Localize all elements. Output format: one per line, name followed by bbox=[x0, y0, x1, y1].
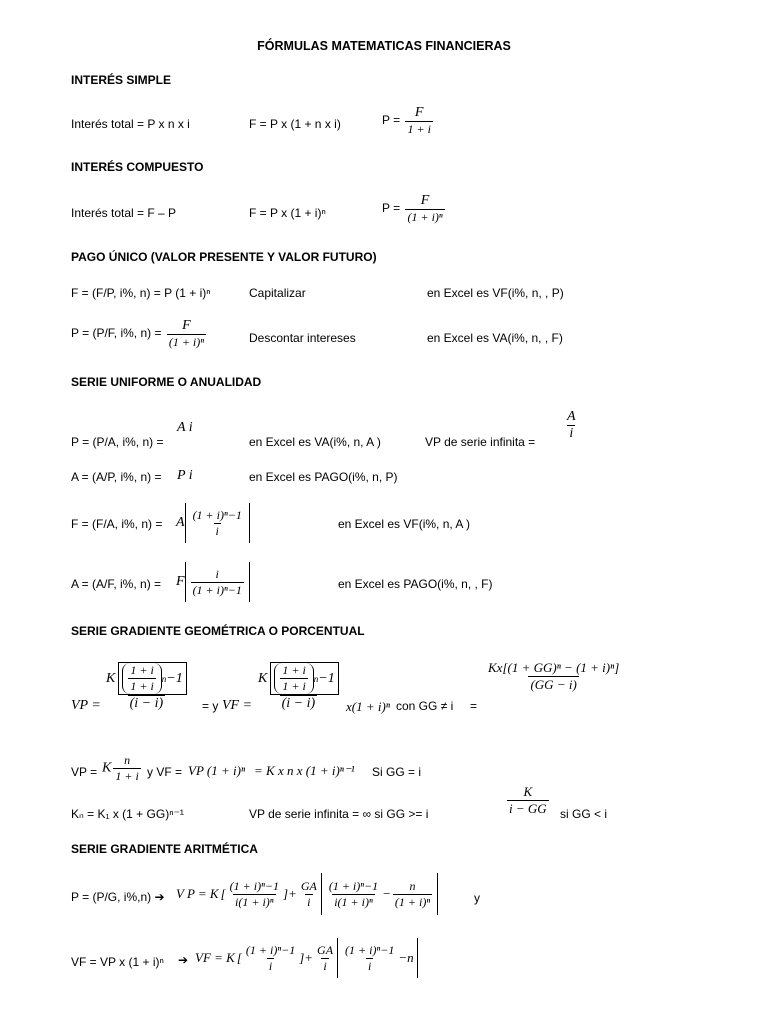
k-symbol: K bbox=[258, 670, 268, 686]
formula-lhs: P = bbox=[382, 201, 401, 216]
fraction-numerator: (1 + i)ⁿ−1 bbox=[229, 878, 279, 893]
fraction-numerator: (1 + i)ⁿ−1 bbox=[245, 942, 296, 957]
fraction-numerator: i bbox=[215, 566, 219, 581]
formula-f-fp: F = (F/P, i%, n) = P (1 + i)ⁿ bbox=[71, 286, 211, 300]
arrow-icon: ➔ bbox=[178, 953, 189, 967]
con-gg-distinto: con GG ≠ i bbox=[396, 699, 454, 713]
page-title: FÓRMULAS MATEMATICAS FINANCIERAS bbox=[257, 39, 511, 53]
minus-sign: − bbox=[382, 886, 391, 901]
vf-tail: x(1 + i)ⁿ bbox=[346, 699, 390, 714]
fraction-numerator: (1 + i)ⁿ−1 bbox=[328, 878, 379, 893]
vf-lhs: VF = bbox=[222, 698, 253, 713]
vp-k: V P = K bbox=[176, 886, 219, 901]
inner-numerator: 1 + i bbox=[130, 663, 154, 677]
minus-n: −n bbox=[398, 950, 414, 965]
ga-denominator: i bbox=[323, 958, 327, 973]
equals-y: = y bbox=[202, 699, 219, 713]
fraction-numerator: n bbox=[409, 878, 416, 893]
formula-futuro-simple: F = P x (1 + n x i) bbox=[249, 117, 341, 131]
vp-serie-infinita-label: VP de serie infinita = bbox=[425, 435, 536, 449]
formula-interes-total-simple: Interés total = P x n x i bbox=[71, 117, 190, 131]
formula-a-ap-lhs: A = (A/P, i%, n) = bbox=[71, 470, 162, 484]
formula-p-pa-lhs: P = (P/A, i%, n) = bbox=[71, 435, 164, 449]
k-over-i-minus-gg bbox=[505, 784, 551, 817]
fraction-denominator: (1 + i)ⁿ bbox=[168, 335, 205, 349]
fraction-denominator: i − GG bbox=[509, 801, 547, 816]
fraction-numerator: (1 + i)ⁿ−1 bbox=[345, 942, 395, 957]
excel-pago-af: en Excel es PAGO(i%, n, , F) bbox=[338, 577, 493, 591]
fraction-numerator: F bbox=[414, 105, 424, 120]
vf-vp-lhs: VF = VP x (1 + i)ⁿ bbox=[71, 955, 164, 969]
vf-gg-igual-i-expanded: = K x n x (1 + i)ⁿ⁻¹ bbox=[254, 763, 355, 778]
ga-numerator: GA bbox=[317, 942, 334, 957]
fraction-numerator: F bbox=[420, 193, 430, 208]
formula-futuro-compuesto: F = P x (1 + i)ⁿ bbox=[249, 206, 326, 220]
formula-a-ap-math: P i bbox=[177, 468, 193, 483]
vp-lhs: VP = bbox=[71, 698, 101, 713]
fraction-denominator: (1 + i)ⁿ bbox=[407, 210, 443, 224]
minus-one: −1 bbox=[166, 670, 183, 686]
formula-prefix: A bbox=[176, 515, 185, 531]
formula-a-af-math bbox=[176, 562, 250, 602]
excel-va-anualidad: en Excel es VA(i%, n, A ) bbox=[249, 435, 381, 449]
fraction-denominator: i(1 + i)ⁿ bbox=[334, 894, 373, 909]
inner-denominator: 1 + i bbox=[282, 679, 306, 693]
formula-p-pa-math: A i bbox=[177, 420, 193, 435]
fraction-numerator: (1 + i)ⁿ−1 bbox=[192, 507, 242, 522]
vf-aritmetica-formula: VF = K [ $\frac{\text{(1 + i)ⁿ−1}}{i}$ ] + $\frac{GA}{i}$ $\frac{\text{(1 + i)ⁿ−1}}{i}$ −n bbox=[195, 938, 418, 978]
formula-f-fa-math bbox=[176, 503, 250, 543]
vf-k: VF = K bbox=[195, 950, 235, 965]
ga-denominator: i bbox=[307, 894, 311, 909]
k-symbol: K bbox=[102, 760, 112, 776]
vf-denominator: (i − i) bbox=[281, 696, 316, 711]
fraction-denominator: 1 + i bbox=[407, 122, 431, 136]
heading-gradiente-aritmetica: SERIE GRADIENTE ARITMÉTICA bbox=[71, 842, 258, 856]
minus-one: −1 bbox=[318, 670, 335, 686]
fraction-numerator: Kx[(1 + GG)ⁿ − (1 + i)ⁿ] bbox=[488, 660, 620, 675]
fraction-numerator: n bbox=[124, 753, 131, 767]
heading-pago-unico: PAGO ÚNICO (VALOR PRESENTE Y VALOR FUTURO) bbox=[71, 250, 377, 264]
power-n: n bbox=[161, 673, 167, 684]
fraction-denominator: i bbox=[368, 958, 372, 973]
si-gg-igual-i: Si GG = i bbox=[372, 765, 422, 779]
vp-gg-igual-i-fraction bbox=[102, 753, 143, 784]
desc-descontar: Descontar intereses bbox=[249, 331, 356, 345]
p-pg-lhs: P = (P/G, i%,n) ➔ bbox=[71, 890, 165, 904]
excel-vf-fa: en Excel es VF(i%, n, A ) bbox=[338, 517, 471, 531]
vp-denominator: (i − i) bbox=[129, 696, 164, 711]
formula-prefix: F bbox=[176, 574, 185, 590]
heading-interes-simple: INTERÉS SIMPLE bbox=[71, 73, 172, 87]
inner-denominator: 1 + i bbox=[130, 679, 154, 693]
vp-serie-infinita-fraction bbox=[563, 409, 580, 442]
excel-vf: en Excel es VF(i%, n, , P) bbox=[427, 286, 564, 300]
heading-serie-uniforme: SERIE UNIFORME O ANUALIDAD bbox=[71, 375, 262, 389]
formula-p-pf bbox=[71, 318, 208, 350]
fraction-numerator: F bbox=[182, 318, 191, 333]
heading-gradiente-geometrica: SERIE GRADIENTE GEOMÉTRICA O PORCENTUAL bbox=[71, 624, 365, 638]
fraction-denominator: i bbox=[569, 426, 574, 441]
fraction-denominator: i(1 + i)ⁿ bbox=[235, 894, 274, 909]
y-vf-label: y VF = bbox=[147, 765, 183, 779]
vf-gg-igual-i: VP (1 + i)ⁿ bbox=[188, 763, 246, 778]
formula-f-fa-lhs: F = (F/A, i%, n) = bbox=[71, 517, 163, 531]
desc-capitalizar: Capitalizar bbox=[249, 286, 306, 300]
power-n: n bbox=[313, 673, 319, 684]
equals-sign: = bbox=[470, 699, 478, 713]
gg-fraction bbox=[484, 660, 623, 693]
heading-interes-compuesto: INTERÉS COMPUESTO bbox=[71, 160, 204, 174]
plus-sign: + bbox=[304, 950, 314, 965]
vp-aritmetica-formula: V P = K [ $\frac{\text{(1 + i)ⁿ−1}}{\text{i(1 + i)ⁿ}}$ ] + $\frac{GA}{i}$ $\frac{\text{(1 + i)ⁿ−1}}{\text{i(1 + i)ⁿ}}$ − $\frac{n}{\text{(1 + i)ⁿ}}$ bbox=[176, 873, 438, 915]
fraction-denominator: 1 + i bbox=[115, 769, 139, 783]
fraction-denominator: (GG − i) bbox=[530, 677, 577, 692]
fraction-denominator: i bbox=[215, 523, 219, 538]
excel-va: en Excel es VA(i%, n, , F) bbox=[427, 331, 563, 345]
vf-fraction bbox=[254, 662, 343, 712]
formula-lhs: P = (P/F, i%, n) = bbox=[71, 326, 162, 341]
fraction-denominator: i bbox=[268, 958, 273, 973]
si-gg-menor-i: si GG < i bbox=[560, 807, 608, 821]
k-symbol: K bbox=[106, 670, 116, 686]
ga-numerator: GA bbox=[300, 878, 317, 893]
formula-presente-simple bbox=[382, 105, 435, 137]
vp-fraction bbox=[102, 662, 191, 712]
vp-gg-igual-i-lhs: VP = bbox=[71, 765, 98, 779]
inner-numerator: 1 + i bbox=[282, 663, 306, 677]
plus-sign: + bbox=[288, 886, 297, 901]
formula-a-af-lhs: A = (A/F, i%, n) = bbox=[71, 577, 162, 591]
excel-pago-ap: en Excel es PAGO(i%, n, P) bbox=[249, 470, 398, 484]
fraction-numerator: K bbox=[523, 784, 533, 799]
formula-presente-compuesto bbox=[382, 193, 447, 225]
fraction-denominator: (1 + i)ⁿ−1 bbox=[192, 582, 242, 597]
formula-lhs: P = bbox=[382, 113, 401, 128]
y-label: y bbox=[474, 891, 480, 905]
formula-interes-total-compuesto: Interés total = F – P bbox=[71, 206, 177, 220]
fraction-denominator: (1 + i)ⁿ bbox=[394, 894, 431, 909]
fraction-numerator: A bbox=[567, 409, 576, 424]
kn-formula: Kₙ = K₁ x (1 + GG)ⁿ⁻¹ bbox=[71, 807, 184, 821]
vp-infinita-gg: VP de serie infinita = ∞ si GG >= i bbox=[249, 807, 429, 821]
